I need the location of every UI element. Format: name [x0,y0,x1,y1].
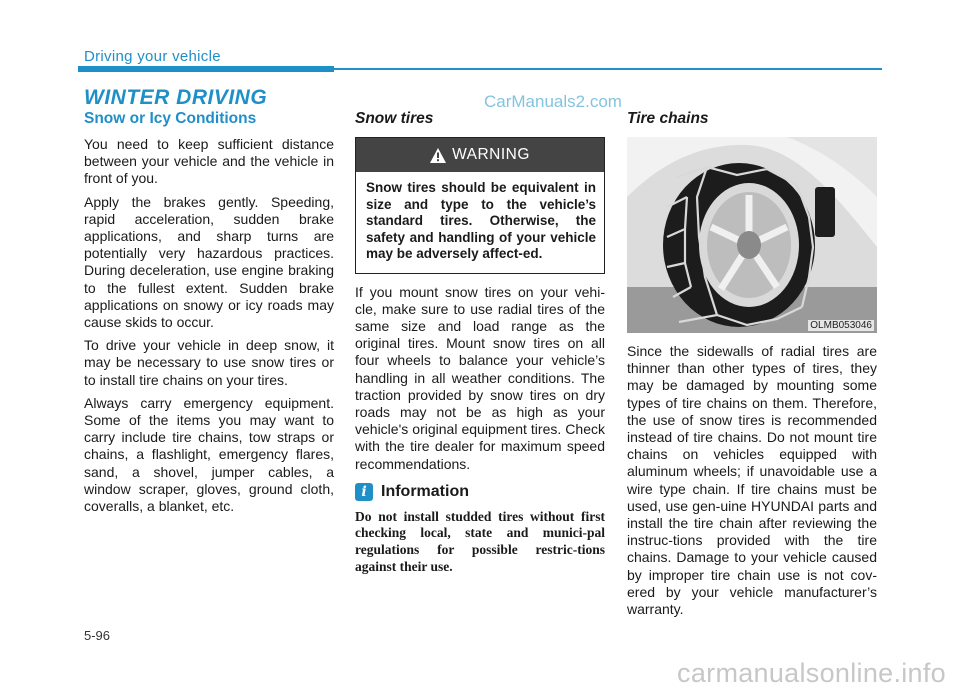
info-icon: i [355,483,373,501]
info-text: Do not install studded tires without first checking local, state and munici-pal regulations for possible restric-tions against their use. [355,508,605,574]
header-accent-bar [78,66,334,72]
section-title: WINTER DRIVING [84,86,268,109]
column-snow-tires [355,110,605,575]
header-rule [334,68,882,70]
warning-triangle-icon [430,148,446,163]
heading-snow-tires: Snow tires [355,110,434,127]
tire-chain-figure [627,137,877,333]
watermark-top: CarManuals2.com [484,92,622,111]
paragraph: Apply the brakes gently. Speeding, rapid acceleration, sudden brake applications, and sharp turns are potentially very hazardous practices. During deceleration, use engine braking to the fullest extent. Sudden brake applications on snowy or icy roads may cause skids to occur. [84,193,334,331]
heading-snow-icy: Snow or Icy Conditions [84,110,257,127]
column-snow-icy [84,110,334,521]
info-title: Information [381,482,469,500]
paragraph: Since the sidewalls of radial tires are thinner than other types of tires, they may be damaged by mounting some types of tire chains on them. Therefore, the use of snow tires is recommended instead of tire chains. Do not mount tire chains on vehicles equipped with aluminum wheels; if unavoidable use a wire type chain. If tire chains must be used, use gen-uine HYUNDAI parts and install the tire chain after reviewing the instruc-tions provided with the tire chains. Damage to your vehicle caused by improper tire chain use is not cov-ered by your vehicle manufacturer’s warranty. [627,343,877,618]
watermark-bottom: carmanualsonline.info [677,658,946,688]
warning-title: WARNING [452,146,530,163]
chapter-header: Driving your vehicle [84,48,221,65]
paragraph: To drive your vehicle in deep snow, it may be necessary to use snow tires or to install tire chains on your tires. [84,337,334,388]
paragraph: Always carry emergency equipment. Some of the items you may want to carry include tire chains, tow straps or chains, a flashlight, emergency flares, sand, a shovel, jumper cables, a window scraper, gloves, ground cloth, coveralls, a blanket, etc. [84,394,334,515]
tire-chain-illustration [627,137,877,333]
paragraph: If you mount snow tires on your vehi-cle, make sure to use radial tires of the same size and load range as the original tires. Mount snow tires on all four wheels to balance your vehicle’s handling in all weather conditions. The traction provided by snow tires on dry roads may not be as high as your vehicle's original equipment tires. Check with the tire dealer for maximum speed recommendations. [355,283,605,472]
paragraph: You need to keep sufficient distance between your vehicle and the vehicle in front of you. [84,136,334,187]
page-number: 5-96 [84,628,111,643]
warning-box [355,137,605,274]
column-tire-chains [627,110,877,624]
figure-code: OLMB053046 [810,320,872,331]
info-header [355,483,605,501]
warning-text: Snow tires should be equivalent in size and type to the vehicle’s standard tires. Otherwise, the safety and handling of your vehicle may be adversely affect-ed. [366,180,596,261]
warning-header [356,138,604,172]
heading-tire-chains: Tire chains [627,110,709,127]
